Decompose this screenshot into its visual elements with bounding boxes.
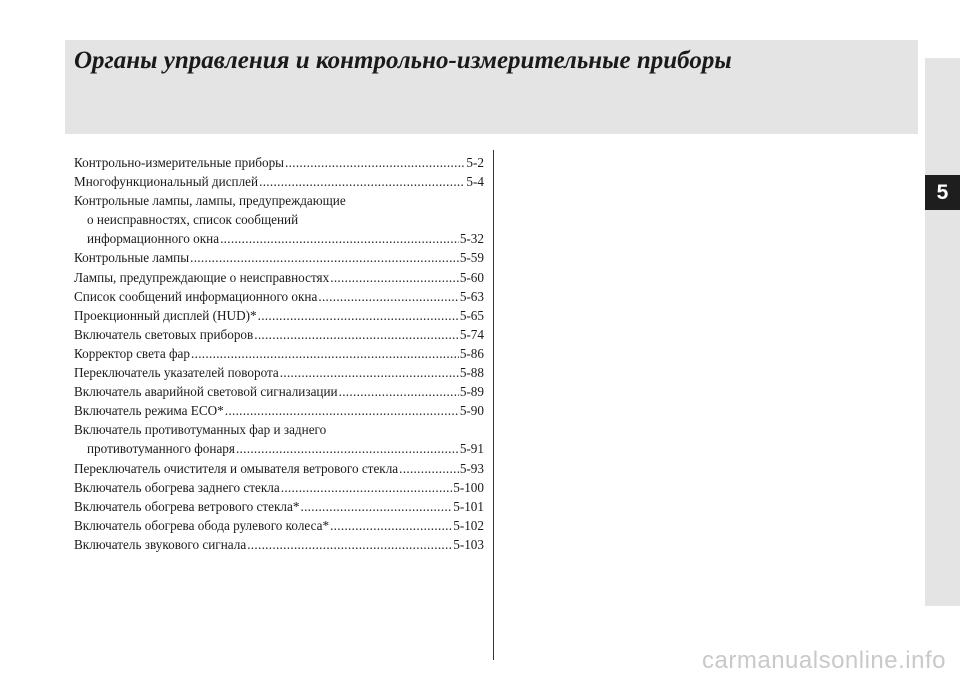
toc-page-number: 5-59 [459, 250, 484, 266]
toc-leader-dots [330, 516, 452, 535]
toc-page-number: 5-63 [459, 288, 484, 304]
table-of-contents [74, 153, 484, 554]
toc-entry-title: Включатель обогрева ветрового стекла* [74, 498, 300, 514]
toc-entry[interactable] [74, 268, 484, 287]
toc-leader-dots [258, 306, 459, 325]
toc-entry-title: противотуманного фонаря [87, 441, 235, 457]
toc-entry-title: Включатель обогрева обода рулевого колеса* [74, 517, 330, 533]
toc-page-number: 5-93 [459, 460, 484, 476]
toc-leader-dots [318, 287, 458, 306]
toc-entry [74, 191, 484, 210]
toc-entry-title: Включатель обогрева заднего стекла [74, 479, 280, 495]
toc-page-number: 5-100 [453, 479, 484, 495]
toc-page-number: 5-89 [459, 384, 484, 400]
toc-leader-dots [220, 229, 459, 248]
toc-entry-title: Контрольно-измерительные приборы [74, 155, 285, 170]
toc-leader-dots [330, 268, 459, 287]
toc-page-number: 5-102 [453, 517, 484, 533]
toc-leader-dots [339, 382, 459, 401]
toc-entry[interactable] [74, 287, 484, 306]
toc-entry-title: Проекционный дисплей (HUD)* [74, 307, 257, 323]
toc-entry-title: информационного окна [87, 231, 220, 247]
toc-leader-dots [280, 363, 459, 382]
chapter-side-band [925, 58, 960, 606]
toc-entry [74, 210, 484, 229]
toc-leader-dots [191, 344, 459, 363]
chapter-header [65, 40, 918, 134]
toc-entry-title: Переключатель указателей поворота [74, 365, 279, 381]
toc-page-number: 5-60 [459, 269, 484, 285]
toc-page-number: 5-101 [453, 498, 484, 514]
toc-entry-title: Многофункциональный дисплей [74, 174, 259, 190]
toc-leader-dots [285, 153, 465, 172]
toc-leader-dots [225, 401, 459, 420]
toc-entry[interactable] [74, 497, 484, 516]
toc-entry-title: Включатель звукового сигнала [74, 536, 247, 552]
toc-leader-dots [247, 535, 452, 554]
toc-entry [74, 420, 484, 439]
toc-entry[interactable] [74, 439, 484, 458]
toc-entry-title: Включатель противотуманных фар и заднего [74, 422, 327, 438]
toc-entry-title: Включатель аварийной световой сигнализации [74, 384, 338, 400]
toc-entry[interactable] [74, 516, 484, 535]
toc-entry[interactable] [74, 248, 484, 267]
toc-leader-dots [281, 478, 453, 497]
toc-page-number: 5-4 [466, 174, 484, 190]
toc-page-number: 5-74 [459, 326, 484, 342]
toc-page-number: 5-2 [466, 155, 484, 170]
column-divider [493, 150, 494, 660]
chapter-number-tab[interactable]: 5 [925, 175, 960, 210]
toc-entry-title: Список сообщений информационного окна [74, 288, 318, 304]
toc-entry[interactable] [74, 401, 484, 420]
toc-entry-title: Включатель световых приборов [74, 326, 254, 342]
toc-entry[interactable] [74, 325, 484, 344]
toc-page-number: 5-32 [459, 231, 484, 247]
toc-entry[interactable] [74, 344, 484, 363]
toc-leader-dots [236, 439, 459, 458]
toc-entry-title: Контрольные лампы [74, 250, 190, 266]
watermark: carmanualsonline.info [702, 647, 946, 674]
toc-page-number: 5-88 [459, 365, 484, 381]
toc-entry[interactable] [74, 535, 484, 554]
toc-entry[interactable] [74, 459, 484, 478]
toc-entry[interactable] [74, 172, 484, 191]
toc-page-number: 5-86 [459, 345, 484, 361]
toc-entry[interactable] [74, 478, 484, 497]
toc-leader-dots [399, 459, 459, 478]
toc-entry[interactable] [74, 153, 484, 172]
toc-entry-title: Включатель режима ECO* [74, 403, 224, 419]
toc-leader-dots [190, 248, 459, 267]
toc-entry[interactable] [74, 306, 484, 325]
toc-entry-title: Переключатель очистителя и омывателя ветрового стекла [74, 460, 399, 476]
toc-page-number: 5-90 [459, 403, 484, 419]
chapter-title: Органы управления и контрольно-измерительные приборы [74, 47, 732, 74]
toc-entry-title: Контрольные лампы, лампы, предупреждающие [74, 193, 346, 209]
toc-entry-title: Лампы, предупреждающие о неисправностях [74, 269, 330, 285]
toc-leader-dots [254, 325, 459, 344]
toc-page-number: 5-91 [459, 441, 484, 457]
toc-entry-title: Корректор света фар [74, 345, 191, 361]
toc-entry[interactable] [74, 229, 484, 248]
toc-entry[interactable] [74, 363, 484, 382]
toc-leader-dots [259, 172, 465, 191]
toc-page-number: 5-65 [459, 307, 484, 323]
toc-leader-dots [300, 497, 452, 516]
toc-page-number: 5-103 [453, 536, 484, 552]
toc-entry[interactable] [74, 382, 484, 401]
toc-entry-title: о неисправностях, список сообщений [87, 212, 299, 228]
